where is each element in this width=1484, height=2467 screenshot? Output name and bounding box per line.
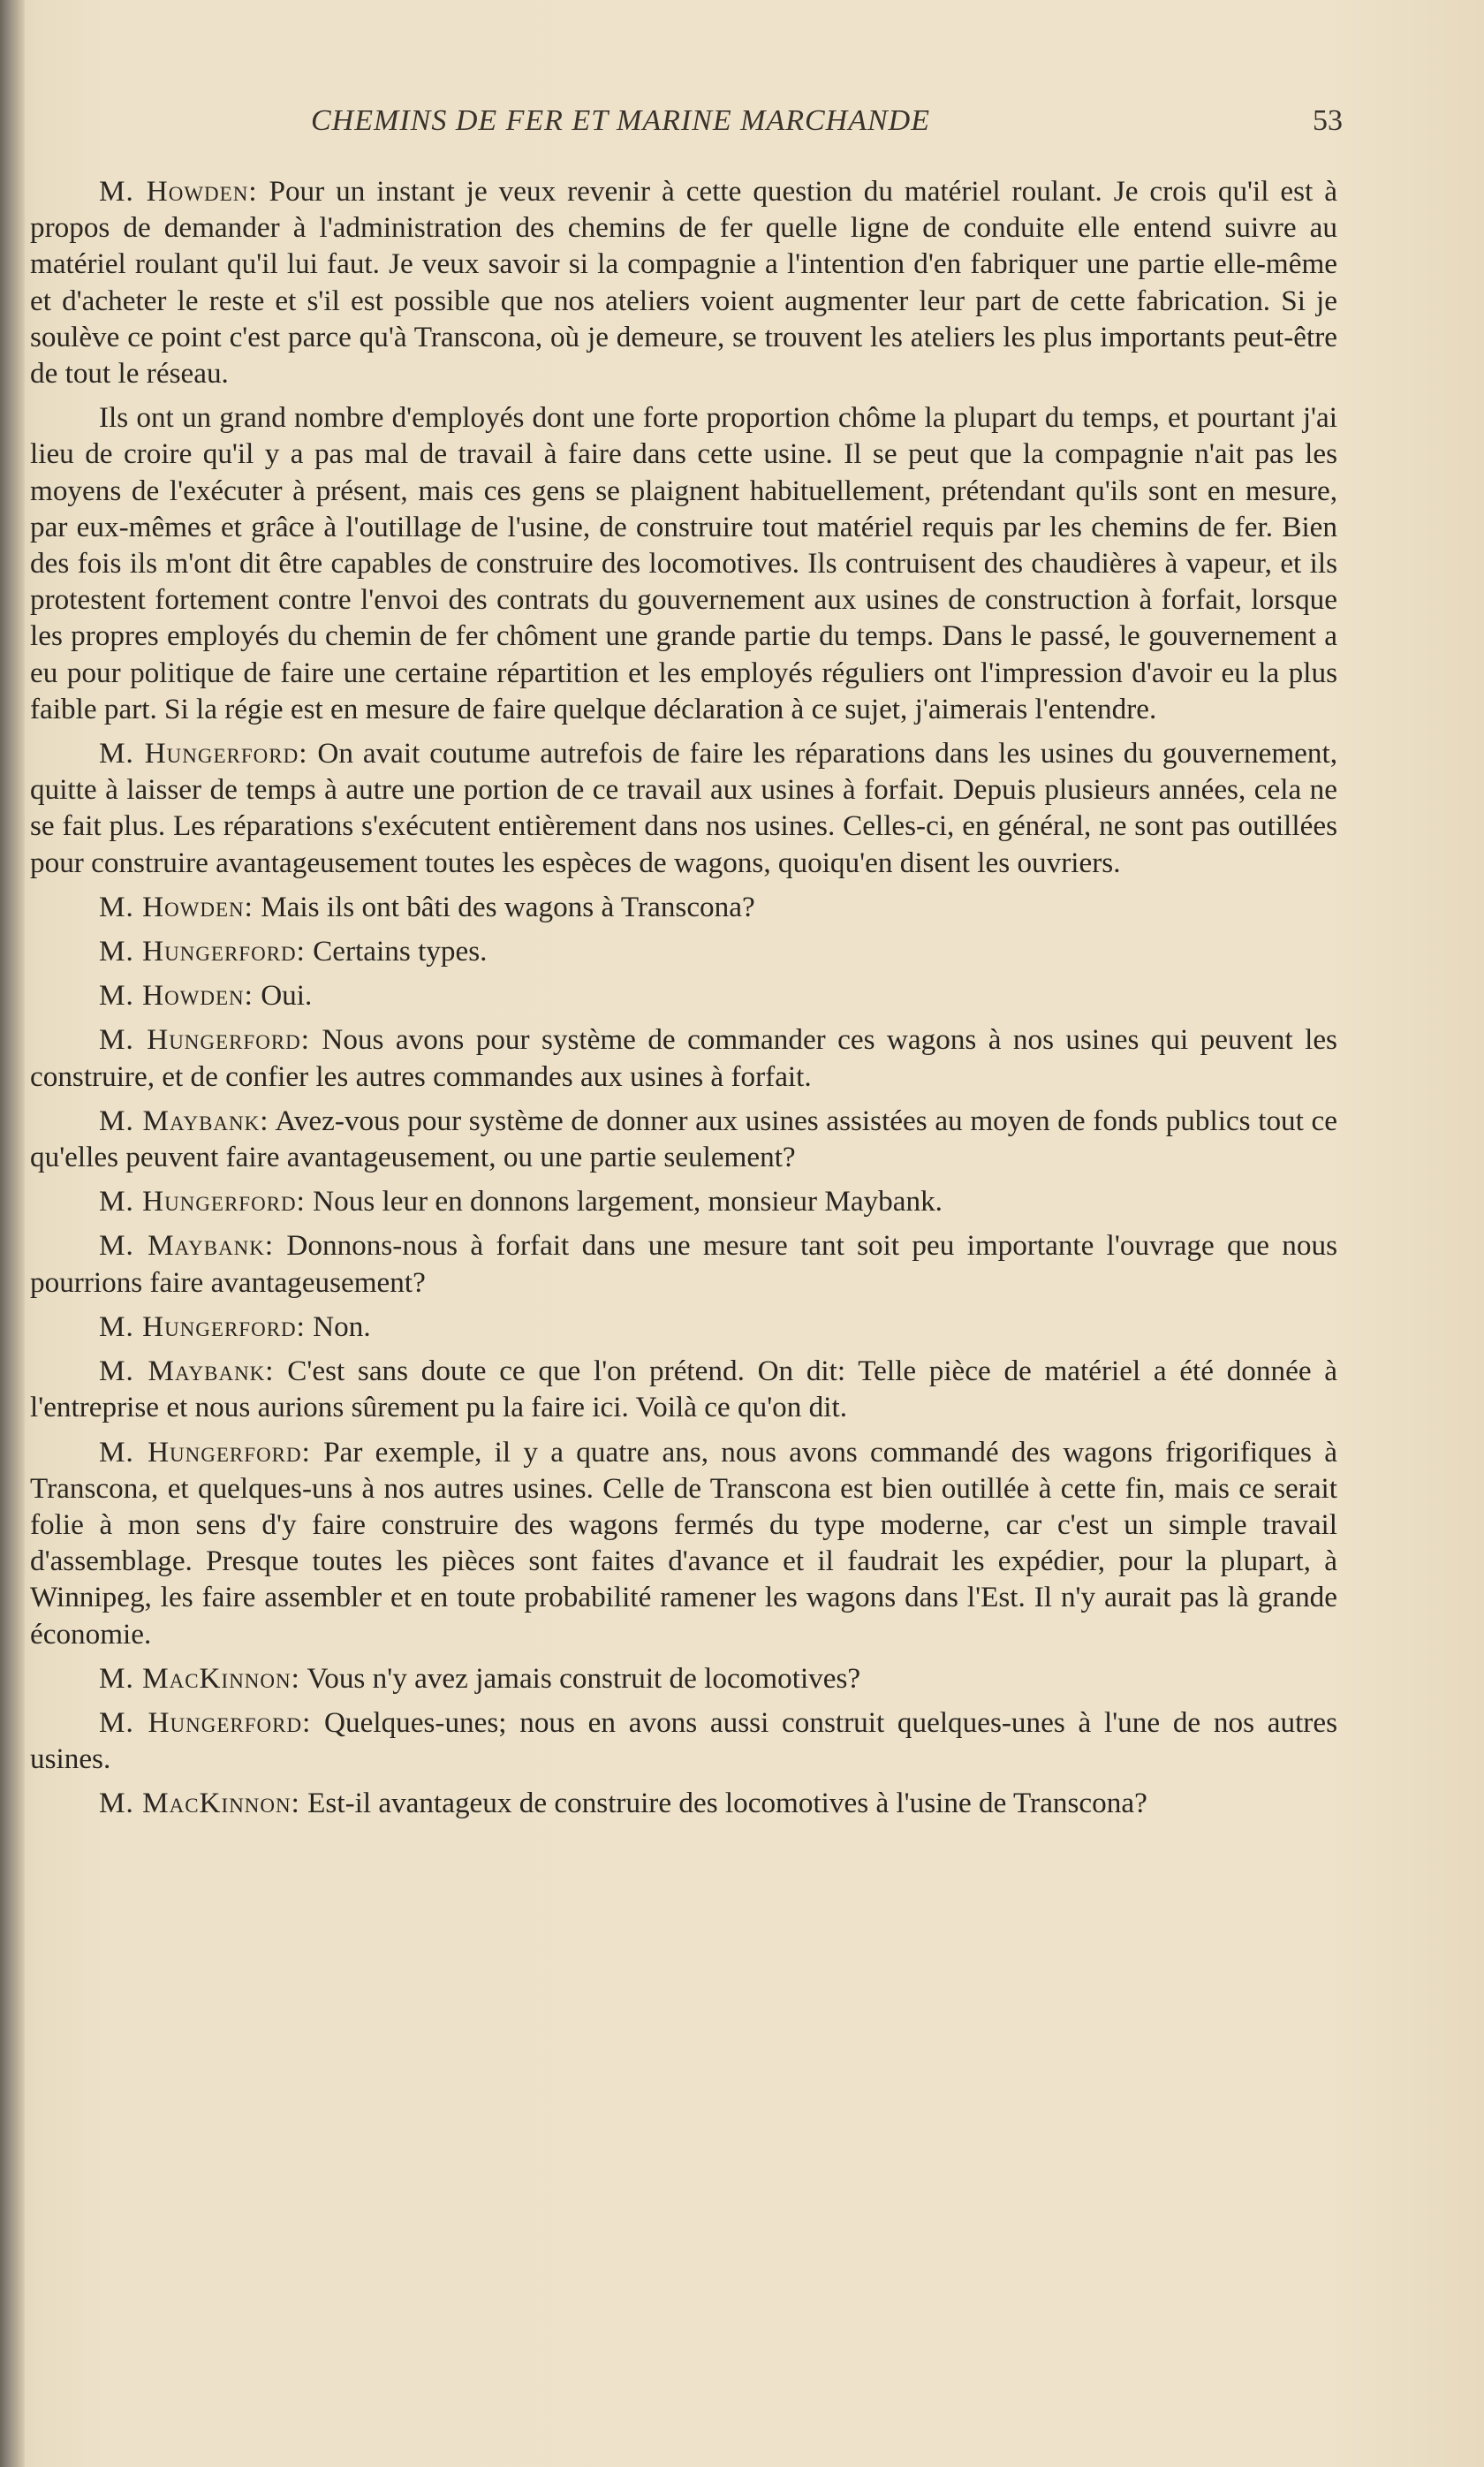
speaker-name: M. Howden: [99, 175, 258, 208]
paragraph [30, 977, 1337, 1013]
speaker-name: M. Howden: [99, 979, 254, 1013]
paragraph-text: On avait coutume autrefois de faire les réparations dans les usines du gouvernement, quitte à laisser de temps à autre une portion de ce travail aux usines à forfait. Depuis plusieurs années, cela ne se fait plus. Les réparations s'exécutent entièrement dans nos usines. Celles-ci, en général, ne sont pas outillées pour construire avantageusement toutes les espèces de wagons, quoiqu'en disent les ouvriers. [30, 737, 1337, 879]
paragraph [30, 1103, 1337, 1175]
speaker-name: M. Hungerford: [99, 1023, 310, 1057]
speaker-name: M. Maybank: [99, 1229, 275, 1263]
paragraph-text: Par exemple, il y a quatre ans, nous avons commandé des wagons frigorifiques à Transcona, et quelques-uns à nos autres usines. Celle de Transcona est bien outillée à cette fin, mais ce serait folie à mon sens d'y faire construire des wagons fermés du type moderne, car c'est un simple travail d'assemblage. Presque toutes les pièces sont faites d'avance et il faudrait les expédier, pour la plupart, à Winnipeg, les faire assembler et en toute probabilité ramener les wagons dans l'Est. Il n'y aurait pas là grande économie. [30, 1435, 1337, 1651]
body-text [30, 173, 1337, 1830]
paragraph [30, 1021, 1337, 1094]
paragraph [30, 1309, 1337, 1345]
paragraph [30, 1660, 1337, 1697]
speaker-name: M. MacKinnon: [99, 1661, 300, 1695]
speaker-name: M. Maybank: [99, 1355, 275, 1388]
paragraph-text: Avez-vous pour système de donner aux usines assistées au moyen de fonds publics tout ce qu'elles peuvent faire avantageusement, ou une partie seulement? [30, 1104, 1337, 1174]
paragraph-text: Ils ont un grand nombre d'employés dont une forte proportion chôme la plupart du temps, et pourtant j'ai lieu de croire qu'il y a pas mal de travail à faire dans cette usine. Il se peut que la compagnie n'ait pas les moyens de l'exécuter à présent, mais ces gens se plaignent habituellement, prétendant qu'ils sont en mesure, par eux-mêmes et grâce à l'outillage de l'usine, de construire tout matériel requis par les chemins de fer. Bien des fois ils m'ont dit être capables de construire des locomotives. Ils contruisent des chaudières à vapeur, et ils protestent fortement contre l'envoi des contrats du gouvernement aux usines de construction à forfait, lorsque les propres employés du chemin de fer chôment une grande partie du temps. Dans le passé, le gouvernement a eu pour politique de faire une certaine répartition et les employés réguliers ont l'impression d'avoir eu la plus faible part. Si la régie est en mesure de faire quelque déclaration à ce sujet, j'aimerais l'entendre. [30, 401, 1337, 725]
paragraph-text: Certains types. [305, 935, 488, 968]
paragraph-text: Donnons-nous à forfait dans une mesure tant soit peu importante l'ouvrage que nous pourrions faire avantageusement? [30, 1229, 1337, 1299]
paragraph-text: Pour un instant je veux revenir à cette question du matériel roulant. Je crois qu'il est à propos de demander à l'administration des chemins de fer quelle ligne de conduite elle entend suivre au matériel roulant qu'il lui faut. Je veux savoir si la compagnie a l'intention d'en fabriquer une partie elle-même et d'acheter le reste et s'il est possible que nos ateliers voient augmenter leur part de cette fabrication. Si je soulève ce point c'est parce qu'à Transcona, où je demeure, se trouvent les ateliers les plus importants peut-être de tout le réseau. [30, 175, 1337, 391]
page-number: 53 [1313, 104, 1343, 137]
paragraph-text: Non. [305, 1309, 371, 1343]
paragraph [30, 1227, 1337, 1300]
book-spine-shadow [0, 0, 25, 2467]
paragraph [30, 173, 1337, 391]
speaker-name: M. Hungerford: [99, 1435, 311, 1469]
paragraph-text: Quelques-unes; nous en avons aussi construit quelques-unes à l'une de nos autres usines. [30, 1705, 1337, 1776]
page-header [53, 104, 1343, 148]
paragraph [30, 1785, 1337, 1821]
paragraph [30, 735, 1337, 881]
running-title: CHEMINS DE FER ET MARINE MARCHANDE [311, 104, 931, 137]
speaker-name: M. Hungerford: [99, 1185, 306, 1218]
paragraph [30, 399, 1337, 727]
speaker-name: M. Hungerford: [99, 1705, 312, 1739]
paragraph-text: C'est sans doute ce que l'on prétend. On dit: Telle pièce de matériel a été donnée à l'entreprise et nous aurions sûrement pu la faire ici. Voilà ce qu'on dit. [30, 1355, 1337, 1424]
paragraph [30, 933, 1337, 969]
paragraph-text: Nous avons pour système de commander ces wagons à nos usines qui peuvent les construire, et de confier les autres commandes aux usines à forfait. [30, 1023, 1337, 1093]
paragraph-text: Est-il avantageux de construire des locomotives à l'usine de Transcona? [299, 1787, 1147, 1820]
paragraph-text: Vous n'y avez jamais construit de locomotives? [299, 1661, 861, 1695]
speaker-name: M. Hungerford: [99, 737, 308, 770]
speaker-name: M. Hungerford: [99, 935, 306, 968]
speaker-name: M. Maybank: [99, 1104, 269, 1137]
paragraph-text: Oui. [253, 979, 313, 1013]
speaker-name: M. Hungerford: [99, 1309, 306, 1343]
paragraph [30, 889, 1337, 925]
paragraph [30, 1183, 1337, 1219]
speaker-name: M. Howden: [99, 890, 254, 923]
paragraph [30, 1704, 1337, 1777]
paragraph [30, 1434, 1337, 1652]
speaker-name: M. MacKinnon: [99, 1787, 300, 1820]
paragraph [30, 1353, 1337, 1425]
paragraph-text: Mais ils ont bâti des wagons à Transcona? [253, 890, 755, 923]
paragraph-text: Nous leur en donnons largement, monsieur Maybank. [305, 1185, 943, 1218]
